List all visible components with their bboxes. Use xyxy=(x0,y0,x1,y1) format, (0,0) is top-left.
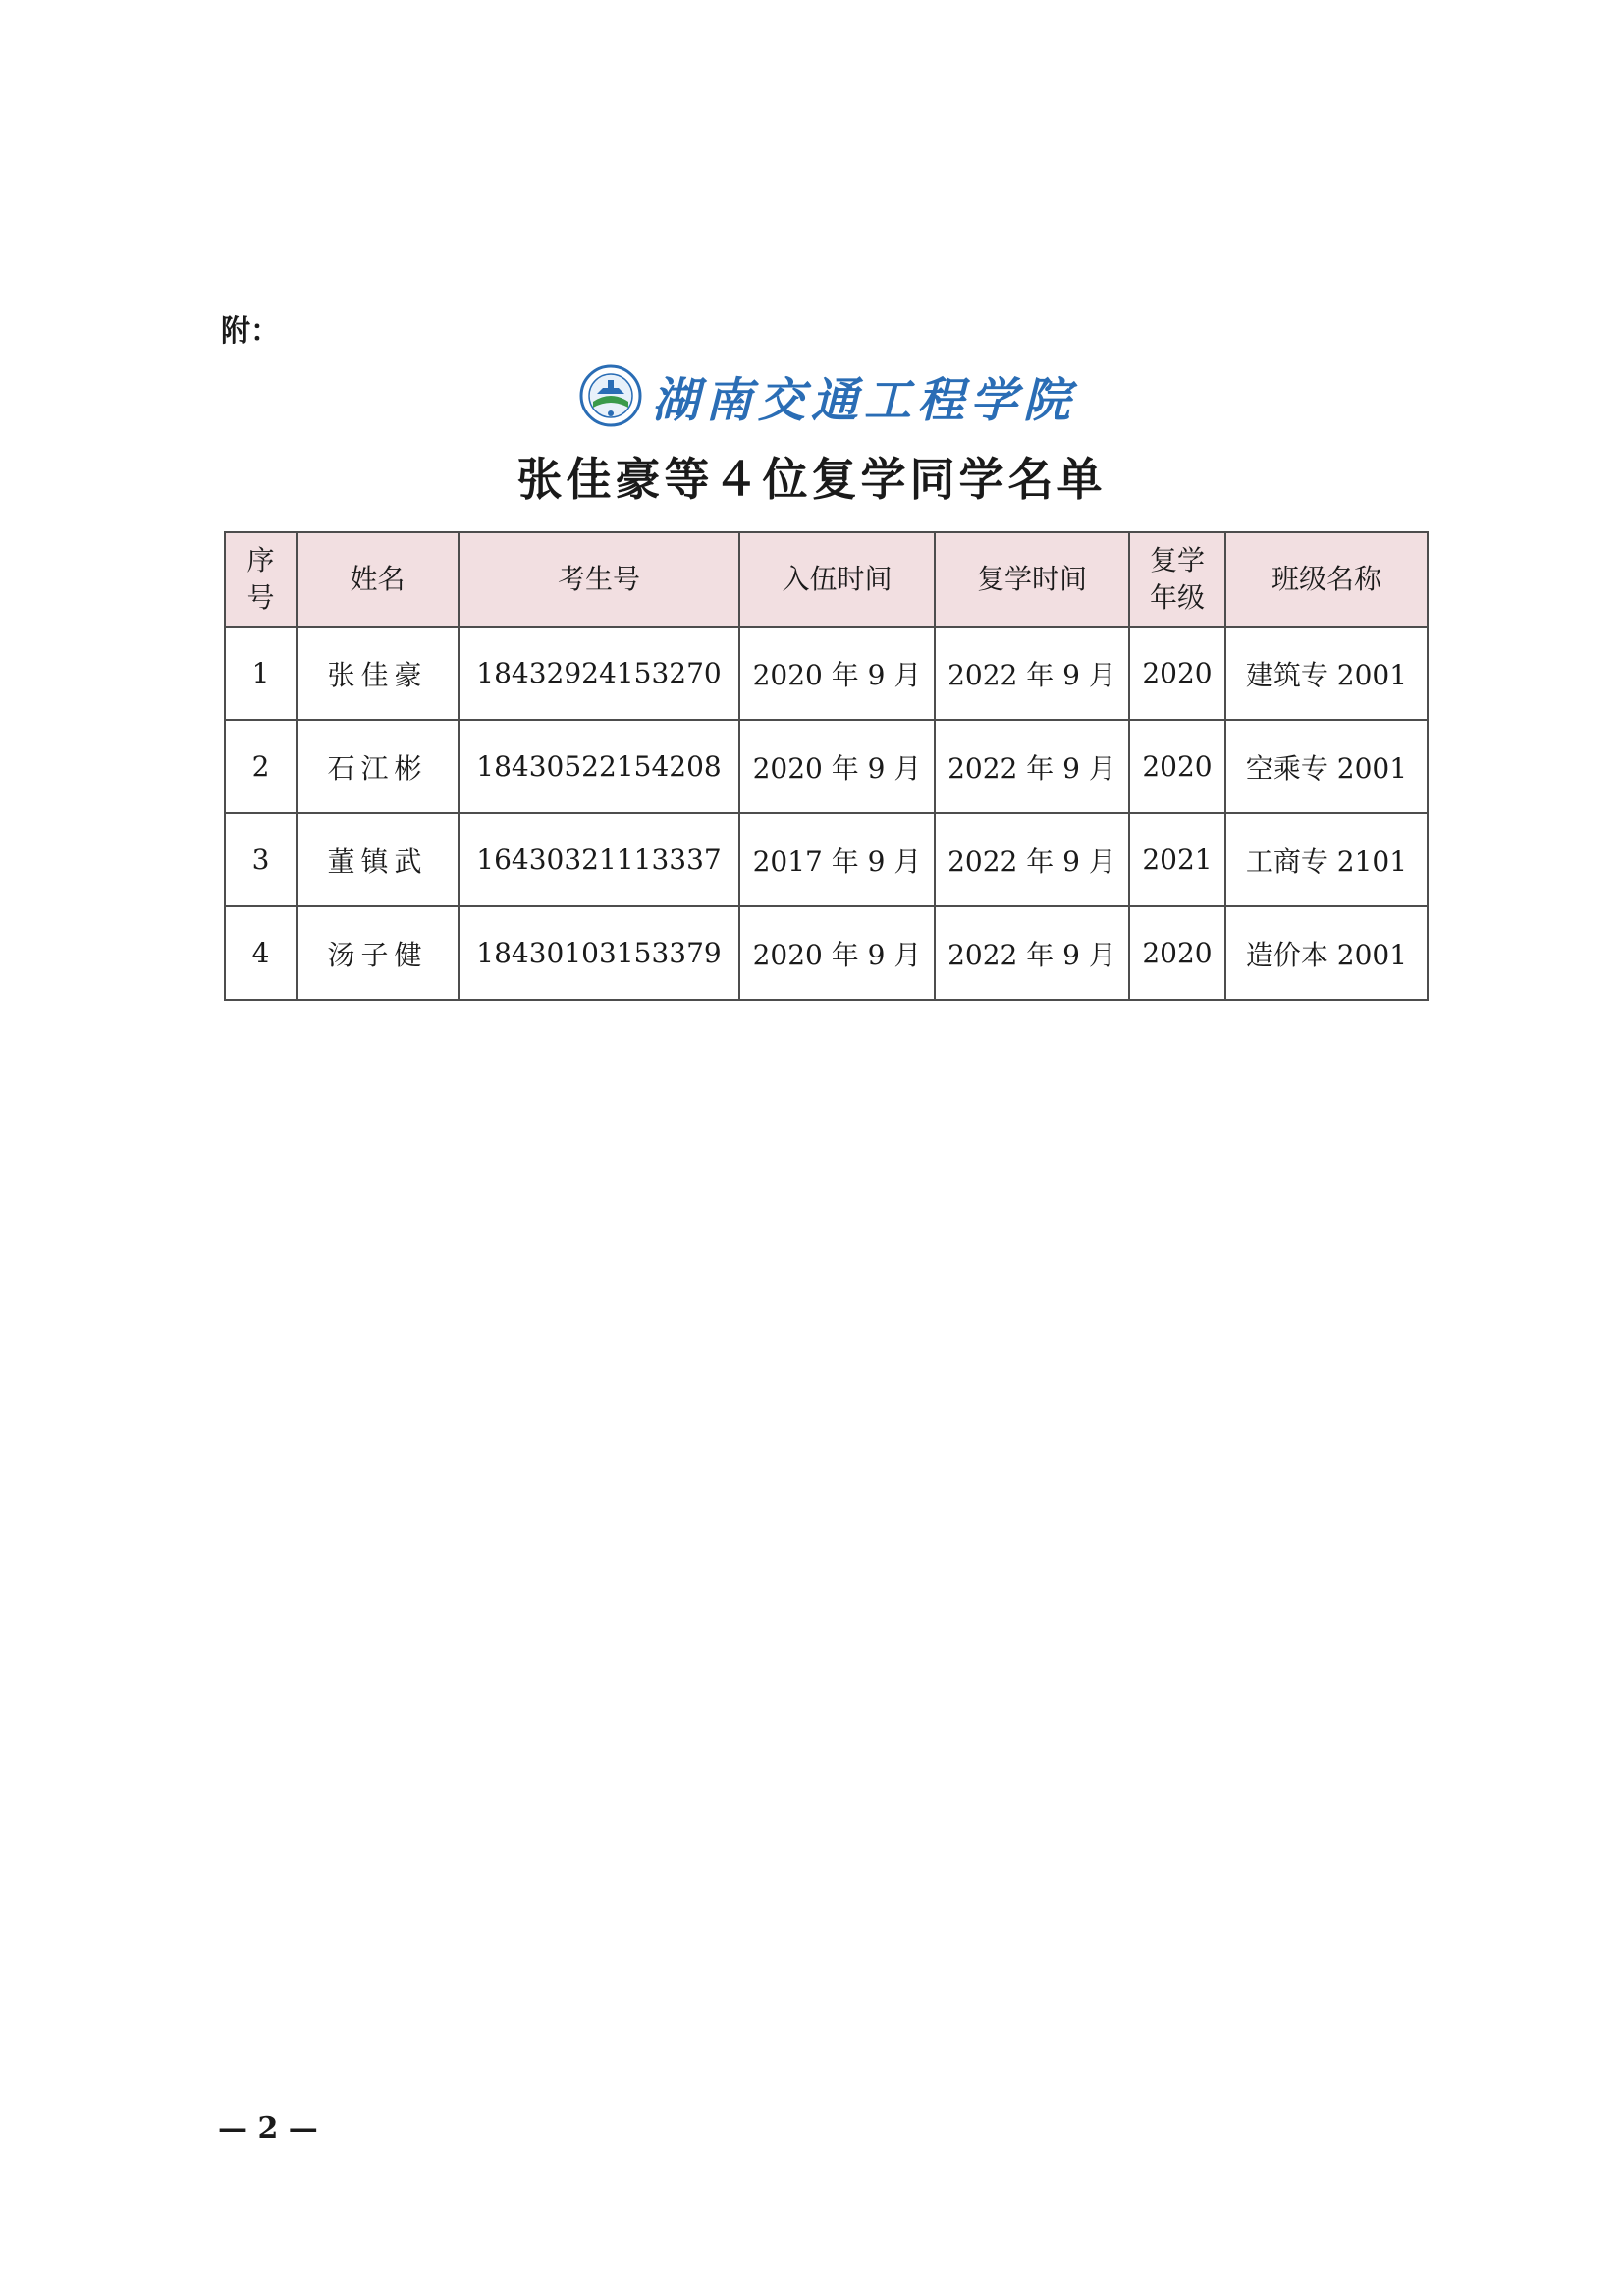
cell-name: 张佳豪 xyxy=(297,627,459,720)
cell-resume-time: 2022 年 9 月 xyxy=(935,627,1129,720)
header-resume-grade: 复学 年级 xyxy=(1129,532,1225,627)
cell-resume-time: 2022 年 9 月 xyxy=(935,813,1129,906)
header-resume-time: 复学时间 xyxy=(935,532,1129,627)
header-index: 序 号 xyxy=(225,532,297,627)
header-enroll-time: 入伍时间 xyxy=(739,532,935,627)
table-row xyxy=(225,906,1428,1000)
header-name: 姓名 xyxy=(297,532,459,627)
cell-enroll-time: 2020 年 9 月 xyxy=(739,627,935,720)
cell-class-name: 工商专 2101 xyxy=(1225,813,1428,906)
school-seal-icon xyxy=(579,364,642,427)
cell-class-name: 建筑专 2001 xyxy=(1225,627,1428,720)
school-logo xyxy=(579,361,1076,430)
cell-index: 3 xyxy=(225,813,297,906)
cell-enroll-time: 2020 年 9 月 xyxy=(739,720,935,813)
table-row xyxy=(225,813,1428,906)
cell-index: 4 xyxy=(225,906,297,1000)
cell-exam-no: 16430321113337 xyxy=(459,813,739,906)
cell-exam-no: 18430522154208 xyxy=(459,720,739,813)
table-row xyxy=(225,720,1428,813)
page-number: — 2 — xyxy=(218,2111,318,2146)
school-name: 湖南交通工程学院 xyxy=(652,372,1077,428)
cell-resume-time: 2022 年 9 月 xyxy=(935,720,1129,813)
cell-resume-grade: 2020 xyxy=(1129,720,1225,813)
document-title: 张佳豪等４位复学同学名单 xyxy=(516,453,1107,506)
cell-exam-no: 18430103153379 xyxy=(459,906,739,1000)
cell-name: 董镇武 xyxy=(297,813,459,906)
cell-enroll-time: 2020 年 9 月 xyxy=(739,906,935,1000)
cell-resume-grade: 2020 xyxy=(1129,906,1225,1000)
cell-resume-grade: 2021 xyxy=(1129,813,1225,906)
cell-resume-time: 2022 年 9 月 xyxy=(935,906,1129,1000)
cell-exam-no: 18432924153270 xyxy=(459,627,739,720)
student-roster-table xyxy=(224,531,1429,1001)
header-class-name: 班级名称 xyxy=(1225,532,1428,627)
cell-index: 2 xyxy=(225,720,297,813)
cell-name: 汤子健 xyxy=(297,906,459,1000)
cell-enroll-time: 2017 年 9 月 xyxy=(739,813,935,906)
cell-class-name: 空乘专 2001 xyxy=(1225,720,1428,813)
table-row xyxy=(225,627,1428,720)
cell-class-name: 造价本 2001 xyxy=(1225,906,1428,1000)
cell-name: 石江彬 xyxy=(297,720,459,813)
attachment-label: 附： xyxy=(221,314,280,349)
cell-resume-grade: 2020 xyxy=(1129,627,1225,720)
header-exam-no: 考生号 xyxy=(459,532,739,627)
cell-index: 1 xyxy=(225,627,297,720)
table-header-row xyxy=(225,532,1428,627)
